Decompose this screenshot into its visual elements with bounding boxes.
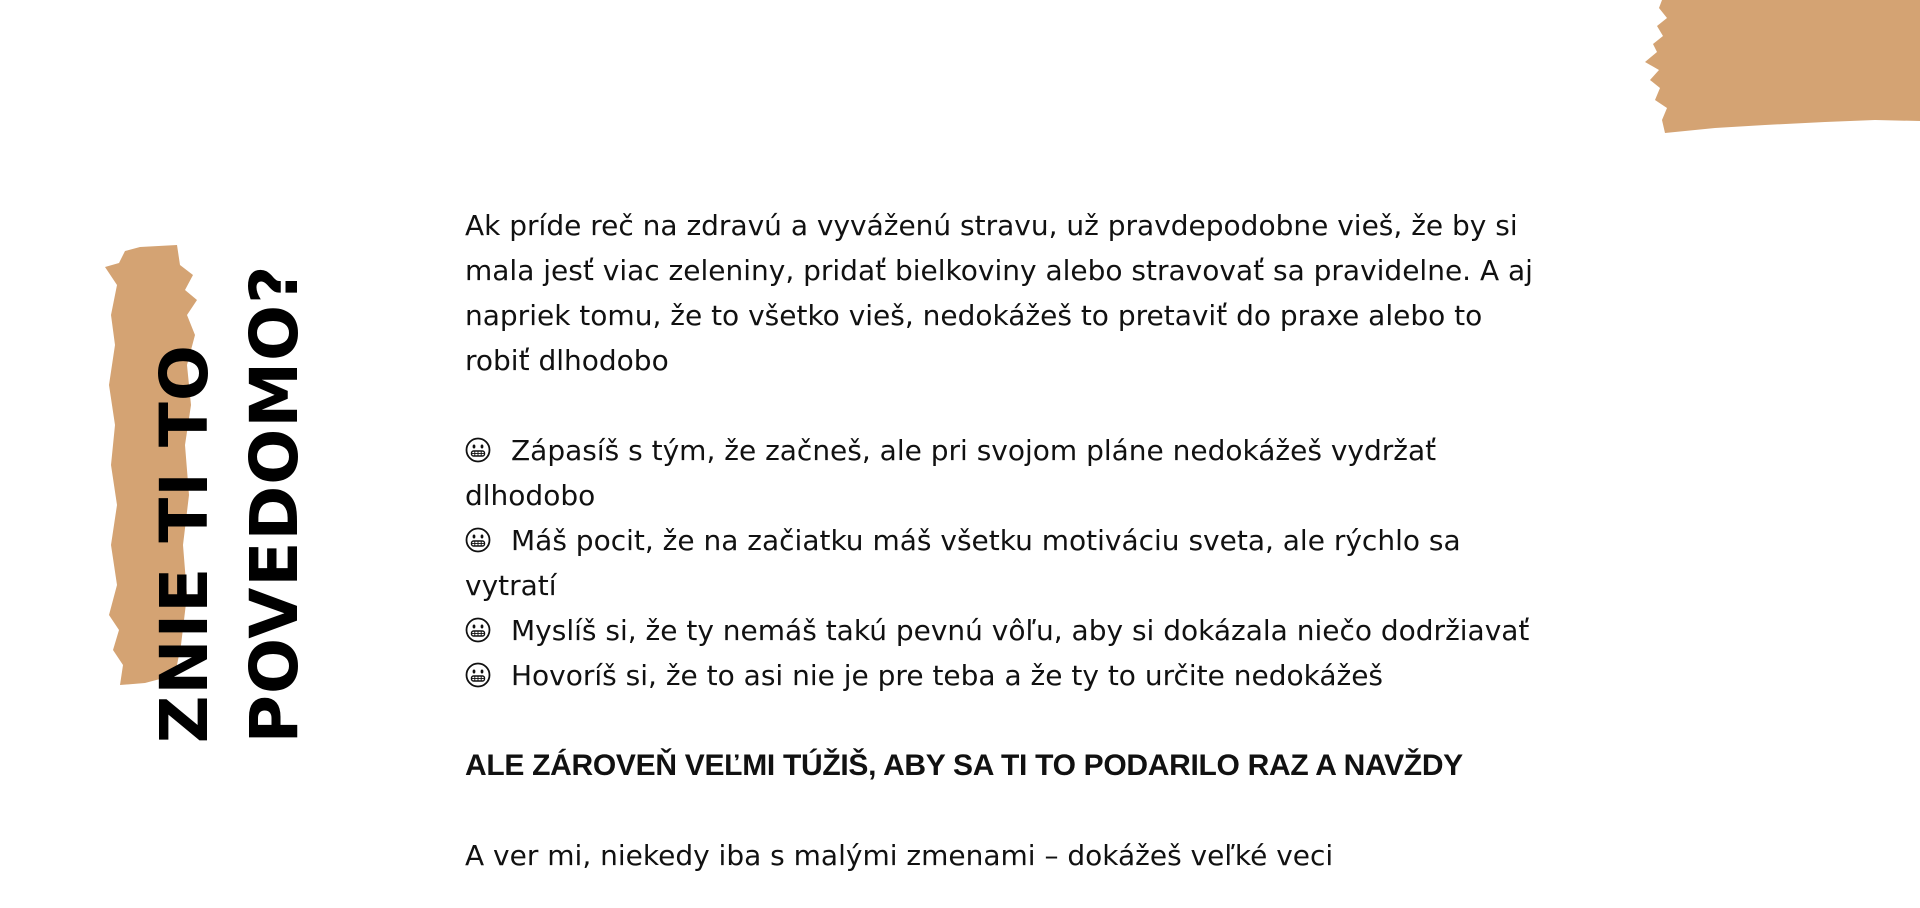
side-heading bbox=[140, 265, 320, 744]
grimacing-face-icon bbox=[465, 527, 491, 553]
grimacing-face-icon bbox=[465, 437, 491, 463]
brush-stroke-top-decoration bbox=[1645, 0, 1920, 135]
list-item bbox=[465, 608, 1535, 653]
bullet-list bbox=[465, 428, 1535, 698]
list-item bbox=[465, 653, 1535, 698]
side-heading-line-1: ZNIE TI TO bbox=[146, 344, 223, 744]
grimacing-face-icon bbox=[465, 662, 491, 688]
bullet-text: Máš pocit, že na začiatku máš všetku motiváciu sveta, ale rýchlo sa vytratí bbox=[465, 524, 1461, 602]
bullet-text: Zápasíš s tým, že začneš, ale pri svojom pláne nedokážeš vydržať dlhodobo bbox=[465, 434, 1437, 512]
closing-paragraph: A ver mi, niekedy iba s malými zmenami – dokážeš veľké veci bbox=[465, 839, 1334, 872]
side-heading-line-2: POVEDOMO? bbox=[236, 264, 313, 744]
list-item bbox=[465, 428, 1535, 518]
grimacing-face-icon bbox=[465, 617, 491, 643]
list-item bbox=[465, 518, 1535, 608]
intro-paragraph: Ak príde reč na zdravú a vyváženú stravu, už pravdepodobne vieš, že by si mala jesť viac zeleniny, pridať bielkoviny alebo stravovať sa pravidelne. A aj napriek tomu, že to všetko vieš, nedokážeš to pretaviť do praxe alebo to robiť dlhodobo bbox=[465, 209, 1533, 377]
bullet-text: Myslíš si, že ty nemáš takú pevnú vôľu, aby si dokázala niečo dodržiavať bbox=[511, 614, 1530, 647]
main-content bbox=[465, 203, 1535, 878]
bullet-text: Hovoríš si, že to asi nie je pre teba a že ty to určite nedokážeš bbox=[511, 659, 1384, 692]
brush-stroke-top-shape bbox=[1645, 0, 1920, 133]
emphasis-statement: ALE ZÁROVEŇ VEĽMI TÚŽIŠ, ABY SA TI TO PODARILO RAZ A NAVŽDY bbox=[465, 749, 1463, 782]
